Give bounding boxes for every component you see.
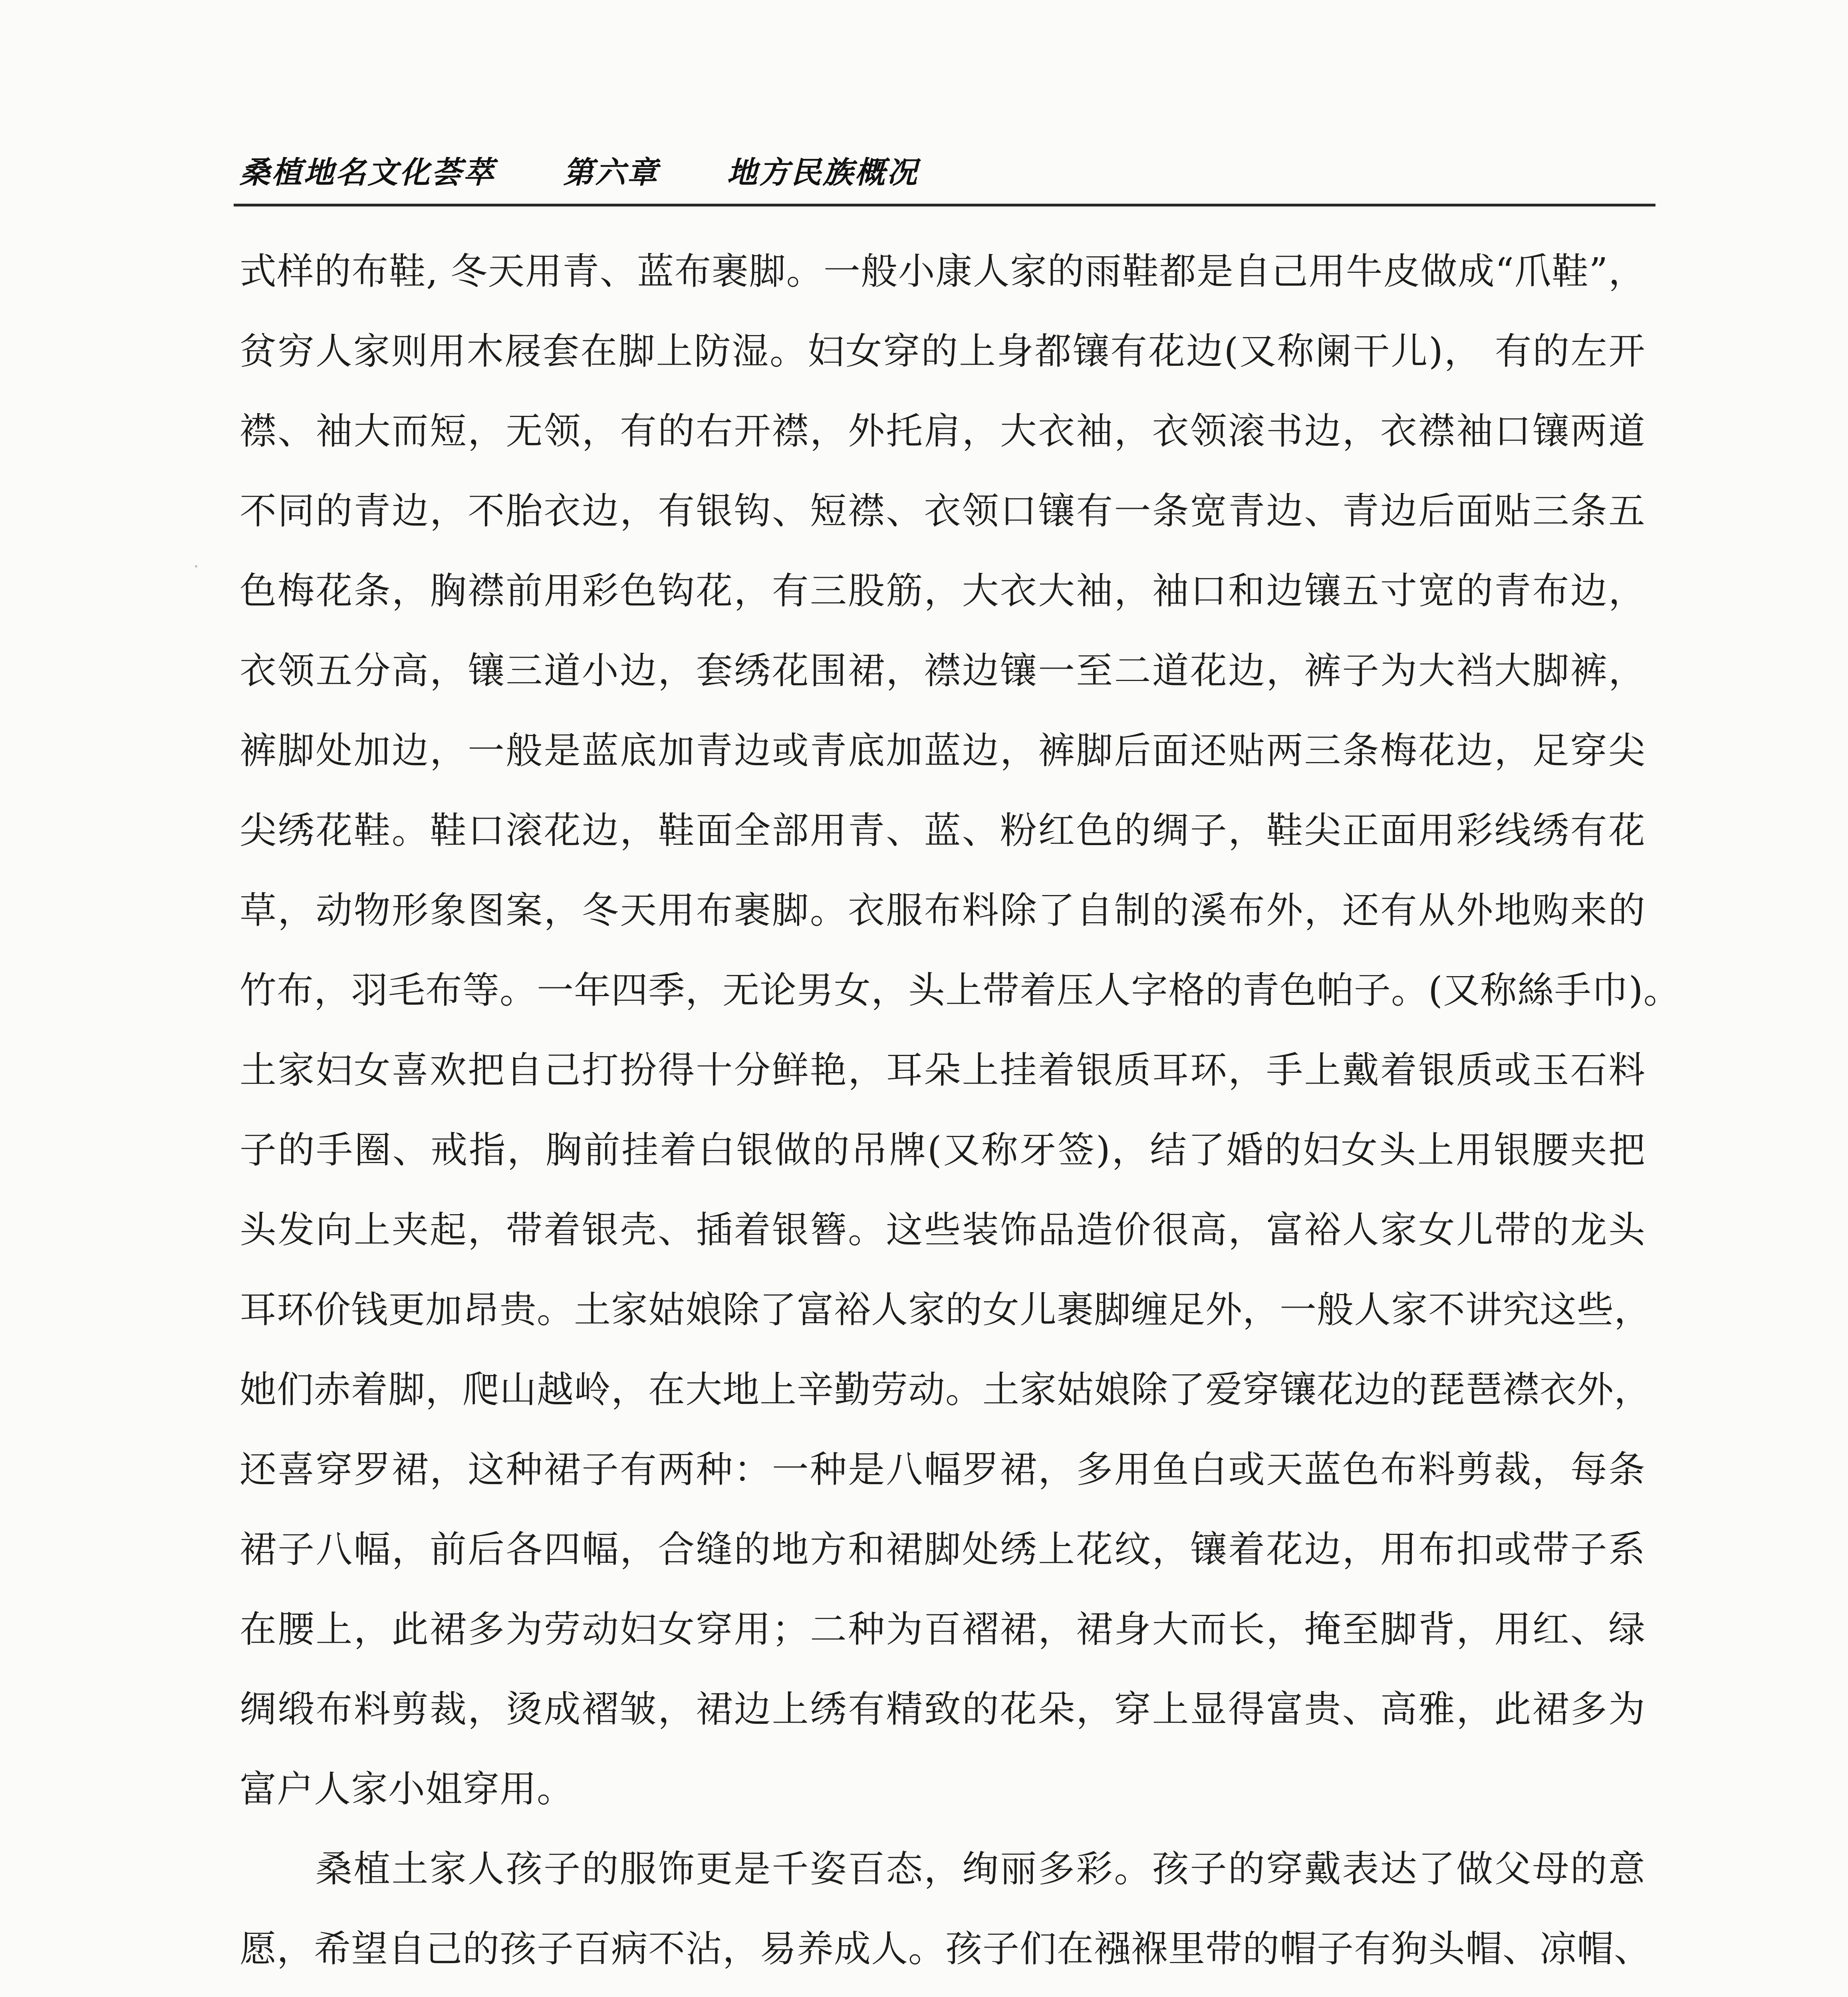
text-line: 头发向上夹起，带着银壳、插着银簪。这些装饰品造价很高，富裕人家女儿带的龙头 — [240, 1209, 1646, 1251]
text-line: 愿，希望自己的孩子百病不沾，易养成人。孩子们在襁褓里带的帽子有狗头帽、凉帽、 — [240, 1928, 1651, 1970]
text-line: 襟、袖大而短，无领，有的右开襟，外托肩，大衣袖，衣领滚书边，衣襟袖口镶两道 — [240, 410, 1646, 453]
text-line: 裤脚处加边，一般是蓝底加青边或青底加蓝边，裤脚后面还贴两三条梅花边，足穿尖 — [240, 729, 1646, 772]
text-line: 子的手圈、戒指，胸前挂着白银做的吊牌(又称牙签)，结了婚的妇女头上用银腰夹把 — [240, 1129, 1646, 1171]
text-line: 桑植土家人孩子的服饰更是千姿百态，绚丽多彩。孩子的穿戴表达了做父母的意 — [316, 1848, 1646, 1890]
running-header — [240, 148, 919, 192]
text-line: 尖绣花鞋。鞋口滚花边，鞋面全部用青、蓝、粉红色的绸子，鞋尖正面用彩线绣有花 — [240, 809, 1646, 852]
paragraph-2 — [240, 1829, 1651, 1997]
text-line: 土家妇女喜欢把自己打扮得十分鲜艳，耳朵上挂着银质耳环，手上戴着银质或玉石料 — [240, 1049, 1646, 1092]
text-line: 绸缎布料剪裁，烫成褶皱，裙边上绣有精致的花朵，穿上显得富贵、高雅，此裙多为 — [240, 1688, 1646, 1731]
paragraph-1 — [240, 232, 1681, 1829]
header-book-title: 桑植地名文化荟萃 — [240, 155, 495, 190]
body-text — [240, 232, 1681, 1997]
text-line: 在腰上，此裙多为劳动妇女穿用；二种为百褶裙，裙身大而长，掩至脚背，用红、绿 — [240, 1608, 1646, 1651]
text-line: 耳环价钱更加昂贵。土家姑娘除了富裕人家的女儿裹脚缠足外，一般人家不讲究这些， — [240, 1288, 1651, 1331]
text-line: 她们赤着脚，爬山越岭，在大地上辛勤劳动。土家姑娘除了爱穿镶花边的琵琶襟衣外， — [240, 1368, 1651, 1411]
text-line: 还喜穿罗裙，这种裙子有两种：一种是八幅罗裙，多用鱼白或天蓝色布料剪裁，每条 — [240, 1448, 1646, 1491]
text-line — [240, 1989, 1646, 1997]
header-chapter: 第六章 — [563, 155, 659, 190]
text-line: 草，动物形象图案，冬天用布裹脚。衣服布料除了自制的溪布外，还有从外地购来的 — [240, 889, 1646, 932]
text-line: 竹布，羽毛布等。一年四季，无论男女，头上带着压人字格的青色帕子。(又称絲手巾)。 — [240, 969, 1681, 1012]
text-line: 裙子八幅，前后各四幅，合缝的地方和裙脚处绣上花纹，镶着花边，用布扣或带子系 — [240, 1528, 1646, 1571]
text-line: 贫穷人家则用木屐套在脚上防湿。妇女穿的上身都镶有花边(又称阑干儿)， 有的左开 — [240, 330, 1646, 373]
header-section-title: 地方民族概况 — [727, 155, 919, 190]
scan-speck — [195, 565, 197, 568]
header-divider — [234, 204, 1655, 206]
text-line: 式样的布鞋, 冬天用青、蓝布裹脚。一般小康人家的雨鞋都是自己用牛皮做成“爪鞋”， — [240, 250, 1646, 293]
text-line: 富户人家小姐穿用。 — [240, 1768, 574, 1810]
text-line: 色梅花条，胸襟前用彩色钩花，有三股筋，大衣大袖，袖口和边镶五寸宽的青布边， — [240, 570, 1646, 612]
text-line: 衣领五分高，镶三道小边，套绣花围裙，襟边镶一至二道花边，裤子为大裆大脚裤， — [240, 649, 1646, 692]
text-line: 不同的青边，不胎衣边，有银钩、短襟、衣领口镶有一条宽青边、青边后面贴三条五 — [240, 490, 1646, 532]
